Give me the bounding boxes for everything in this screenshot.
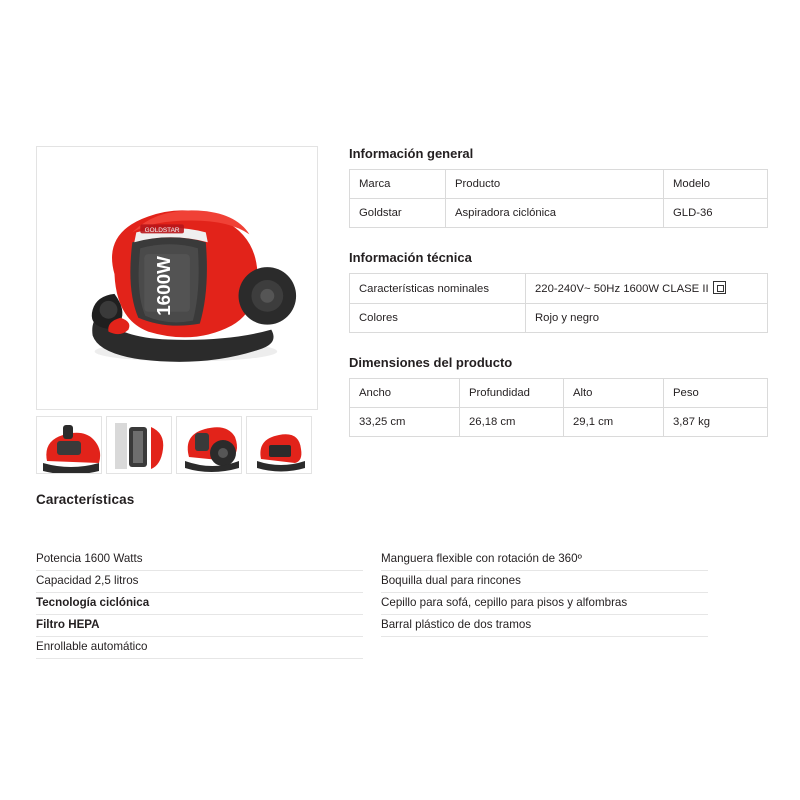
thumbnail-3[interactable] — [176, 416, 242, 474]
dimensions-title: Dimensiones del producto — [349, 355, 513, 370]
table-header-cell: Modelo — [664, 170, 768, 199]
technical-info-title: Información técnica — [349, 250, 472, 265]
vacuum-thumb-side-icon — [177, 417, 242, 474]
table-cell — [526, 274, 768, 304]
table-cell: 26,18 cm — [460, 408, 564, 437]
list-item: Capacidad 2,5 litros — [36, 571, 363, 593]
table-header-cell: Ancho — [350, 379, 460, 408]
features-lists — [36, 549, 726, 659]
table-header-cell: Alto — [564, 379, 664, 408]
table-cell: Rojo y negro — [526, 304, 768, 333]
list-item: Cepillo para sofá, cepillo para pisos y alfombras — [381, 593, 708, 615]
vacuum-illustration — [37, 147, 317, 409]
power-label: 1600W — [153, 256, 175, 316]
vacuum-thumb-cyclone-icon — [107, 417, 172, 474]
product-hero-image[interactable] — [36, 146, 318, 410]
table-cell: Características nominales — [350, 274, 526, 304]
list-item: Enrollable automático — [36, 637, 363, 659]
table-cell: Goldstar — [350, 199, 446, 228]
table-header-cell: Peso — [664, 379, 768, 408]
general-info-table — [349, 169, 768, 228]
brand-mark: GOLDSTAR — [144, 226, 180, 234]
table-header-cell: Producto — [446, 170, 664, 199]
features-column-right — [381, 549, 726, 659]
vacuum-thumb-front-icon — [37, 417, 102, 474]
list-item: Potencia 1600 Watts — [36, 549, 363, 571]
general-info-title: Información general — [349, 146, 474, 161]
vacuum-thumb-rear-icon — [247, 417, 312, 474]
table-row — [350, 199, 768, 228]
table-cell: Colores — [350, 304, 526, 333]
media-column — [36, 146, 318, 507]
table-row — [350, 274, 768, 304]
table-row — [350, 379, 768, 408]
table-header-cell: Marca — [350, 170, 446, 199]
features-title: Características — [36, 492, 135, 507]
list-item: Tecnología ciclónica — [36, 593, 363, 615]
features-column-left — [36, 549, 381, 659]
table-row — [350, 408, 768, 437]
table-header-cell: Profundidad — [460, 379, 564, 408]
table-cell: 33,25 cm — [350, 408, 460, 437]
table-cell: Aspiradora ciclónica — [446, 199, 664, 228]
rated-characteristics-value: 220-240V~ 50Hz 1600W CLASE II — [535, 283, 709, 295]
thumbnail-2[interactable] — [106, 416, 172, 474]
table-row — [350, 304, 768, 333]
list-item: Filtro HEPA — [36, 615, 363, 637]
table-row — [350, 170, 768, 199]
list-item: Barral plástico de dos tramos — [381, 615, 708, 637]
thumbnail-4[interactable] — [246, 416, 312, 474]
dimensions-table — [349, 378, 768, 437]
technical-info-table — [349, 273, 768, 333]
table-cell: 3,87 kg — [664, 408, 768, 437]
thumbnail-1[interactable] — [36, 416, 102, 474]
class-two-icon — [713, 281, 726, 294]
table-cell: 29,1 cm — [564, 408, 664, 437]
list-item: Manguera flexible con rotación de 360º — [381, 549, 708, 571]
list-item: Boquilla dual para rincones — [381, 571, 708, 593]
table-cell: GLD-36 — [664, 199, 768, 228]
thumbnail-strip — [36, 416, 318, 474]
specs-column — [349, 146, 767, 437]
